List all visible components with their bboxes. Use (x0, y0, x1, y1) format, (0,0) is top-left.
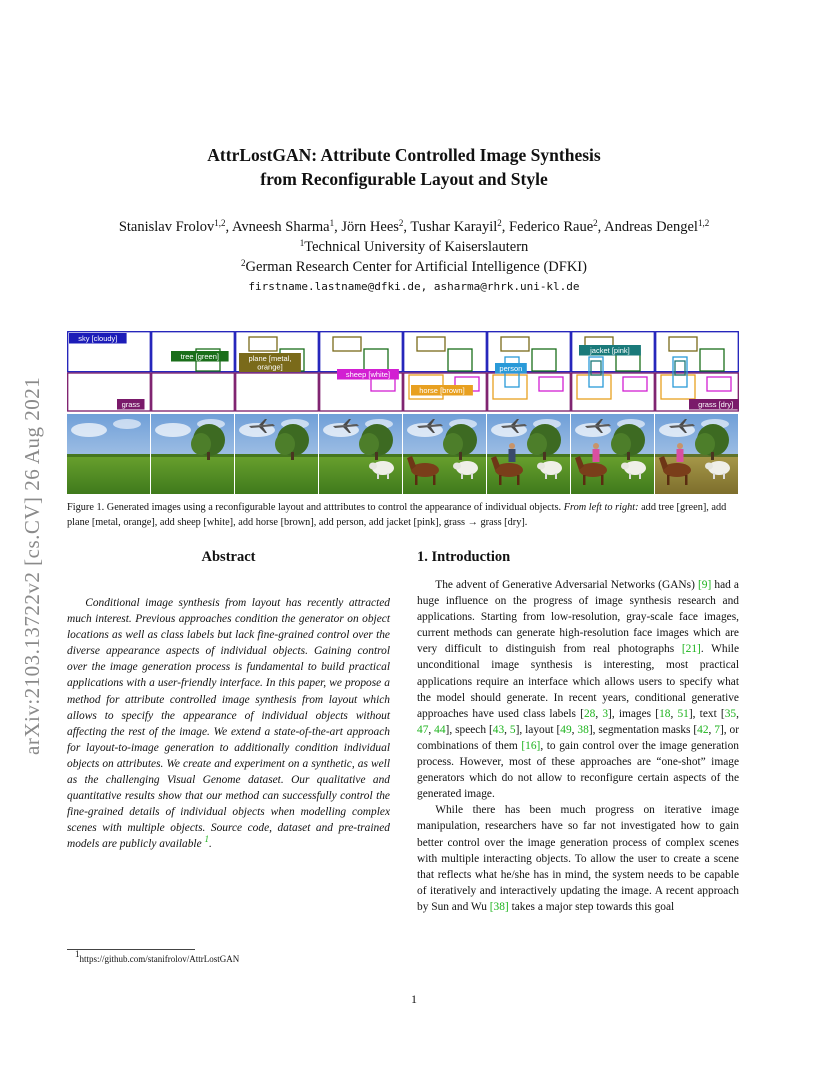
layout-panel (572, 332, 655, 411)
layout-panel (236, 332, 319, 411)
arxiv-identifier: arXiv:2103.13722v2 [cs.CV] 26 Aug 2021 (20, 376, 44, 755)
figure-generated-images (67, 414, 739, 494)
tree-box (364, 349, 388, 371)
author-name: Avneesh Sharma$^1$ (231, 218, 335, 235)
paper-title (130, 143, 678, 191)
intro-paragraph-1: The advent of Generative Adversarial Networks (GANs) [9] had a huge influence on the progress of image synthesis research and applications. Starting from low-resolution, gray-scale face images, current methods can generate high-resolution face images which are very difficult to distinguish from real photographs [21]. While unconditional image synthesis is interesting, most practical applications require an interface which allows users to specify what the model should generate. In recent years, conditional generative approaches have used class labels [28, 3], images [18, 51], text [35, 47, 44], speech [43, 5], layout [49, 38], segmentation masks [42, 7], or combinations of them [16], to gain control over the image generation process. However, most of these approaches are “one-shot” image generators which do not allow to reconfigure certain aspects of the generated image. (417, 579, 740, 801)
citation-link[interactable]: 7 (714, 723, 720, 736)
citation-link[interactable]: [21] (681, 643, 701, 656)
layout-panel (404, 332, 487, 411)
generated-image (655, 414, 738, 494)
introduction-heading: 1. Introduction (417, 549, 511, 565)
author-name: Andreas Dengel$^{1,2}$ (604, 218, 710, 235)
author-name: Jörn Hees$^2$ (341, 218, 404, 235)
author-name: Tushar Karayil$^2$ (410, 218, 502, 235)
citation-link[interactable]: 5 (509, 723, 516, 736)
citation-link[interactable]: 35 (724, 707, 737, 720)
label-person: person (499, 364, 523, 373)
generated-image (319, 414, 402, 494)
author-name: Stanislav Frolov$^{1,2}$ (118, 218, 226, 235)
citation-link[interactable]: 28 (583, 707, 596, 720)
citation-link[interactable]: 49 (560, 723, 572, 736)
caption-main: Generated images using a reconfigurable layout and atttributes to control the appearance of individual objects. (106, 502, 562, 513)
generated-image (151, 414, 234, 494)
generated-image (571, 414, 654, 494)
caption-rest: add tree [green], add plane [metal, orange], add sheep [white], add horse [brown], add person, add jacket [pink], grass → grass [dry]. (67, 502, 727, 528)
grass-box (236, 373, 319, 411)
grass-box (152, 373, 235, 411)
figure-layout-row (67, 331, 739, 412)
citation-link[interactable]: [9] (697, 579, 712, 591)
title-line-1: AttrLostGAN: Attribute Controlled Image Synthesis (207, 145, 601, 165)
citation-link[interactable]: [16] (521, 739, 541, 752)
label-grass-dry: grass [dry] (698, 400, 734, 409)
footnote-url[interactable]: https://github.com/stanifrolov/AttrLostGAN (79, 954, 240, 964)
grass-box (572, 373, 655, 411)
sheep-box (539, 377, 563, 391)
author-block (60, 217, 768, 277)
introduction-text (417, 577, 739, 915)
tree-box (700, 349, 724, 371)
layout-panel (656, 332, 739, 411)
label-plane: orange] (257, 362, 283, 372)
citation-link[interactable]: 51 (677, 707, 689, 720)
label-horse: horse [brown] (419, 386, 465, 395)
author-emails: firstname.lastname@dfki.de, asharma@rhrk.uni-kl.de (248, 280, 580, 293)
generated-image (487, 414, 570, 494)
layout-panel (488, 332, 571, 411)
citation-link[interactable]: 44 (434, 723, 446, 736)
label-jacket: jacket [pink] (590, 346, 630, 355)
footnote-rule (67, 949, 195, 950)
author-name: Federico Raue$^2$ (509, 218, 598, 235)
layout-panel (68, 332, 151, 411)
label-plane: plane [metal, (248, 354, 292, 363)
label-sky: sky [cloudy] (78, 334, 118, 343)
footnote: $^1$https://github.com/stanifrolov/AttrLostGAN (75, 949, 240, 964)
plane-box (249, 337, 277, 351)
grass-box (488, 373, 571, 411)
page-number: 1 (411, 992, 417, 1006)
citation-link[interactable]: [38] (489, 900, 509, 913)
generated-image (67, 414, 150, 494)
plane-box (501, 337, 529, 351)
tree-box (448, 349, 472, 371)
affiliation-2: $^2$German Research Center for Artificial Intelligence (DFKI) (241, 258, 587, 275)
caption-italic: From left to right: (563, 502, 639, 513)
affiliation-1: $^1$Technical University of Kaiserslautern (299, 238, 529, 255)
author-list: Stanislav Frolov$^{1,2}$, Avneesh Sharma$^1$, Jörn Hees$^2$, Tushar Karayil$^2$, Federico Raue$^2$, Andreas Dengel$^{1,2}$ (118, 218, 710, 235)
caption-label: Figure 1. (67, 502, 105, 513)
generated-image (235, 414, 318, 494)
footnote-marker[interactable]: 1 (204, 834, 210, 845)
label-tree: tree [green] (180, 352, 219, 361)
abstract-text: Conditional image synthesis from layout has recently attracted much interest. Previous approaches condition the generator on object locations as well as class labels but lack fine-grained control over the diverse appearance aspects of individual objects. Gaining control over the image generation process is fundamental to build practical applications with a user-friendly interface. In this paper, we propose a method for attribute controlled image synthesis from layout which allows to specify the appearance of individual objects without affecting the rest of the image. We extend a state-of-the-art approach for layout-to-image generation to additionally condition individual objects on attributes. We create and experiment on a synthetic, as well as the challenging Visual Genome dataset. Our qualitative and quantitative results show that our method can successfully control the fine-grained details of individual objects when modelling complex scenes with multiple objects. Source code, dataset and pre-trained models are publicly available $^1$. (67, 597, 390, 851)
title-line-2: from Reconfigurable Layout and Style (260, 169, 548, 189)
layout-panel (320, 332, 403, 411)
tree-box (532, 349, 556, 371)
label-sheep: sheep [white] (345, 370, 391, 379)
citation-link[interactable]: 42 (697, 723, 709, 736)
plane-box (417, 337, 445, 351)
abstract-heading: Abstract (201, 549, 256, 565)
citation-link[interactable]: 3 (602, 707, 609, 720)
figure-caption (67, 500, 743, 530)
layout-panel (152, 332, 235, 411)
plane-box (333, 337, 361, 351)
intro-paragraph-2: While there has been much progress on iterative image manipulation, researchers have so far not investigated how to gain better control over the image generation process of complex scenes with multiple interacting objects. To allow the user to create a scene that reflects what he/she has in mind, the system needs to be capable of iteratively and interactively updating the image. A recent approach by Sun and Wu [38] takes a major step towards this goal (417, 804, 739, 913)
citation-link[interactable]: 47 (417, 723, 429, 736)
label-grass: grass (121, 400, 140, 409)
sheep-box (707, 377, 731, 391)
citation-link[interactable]: 18 (659, 707, 671, 720)
citation-link[interactable]: 43 (492, 723, 505, 736)
citation-link[interactable]: 38 (577, 723, 589, 736)
sheep-box (623, 377, 647, 391)
plane-box (669, 337, 697, 351)
generated-image (403, 414, 486, 494)
